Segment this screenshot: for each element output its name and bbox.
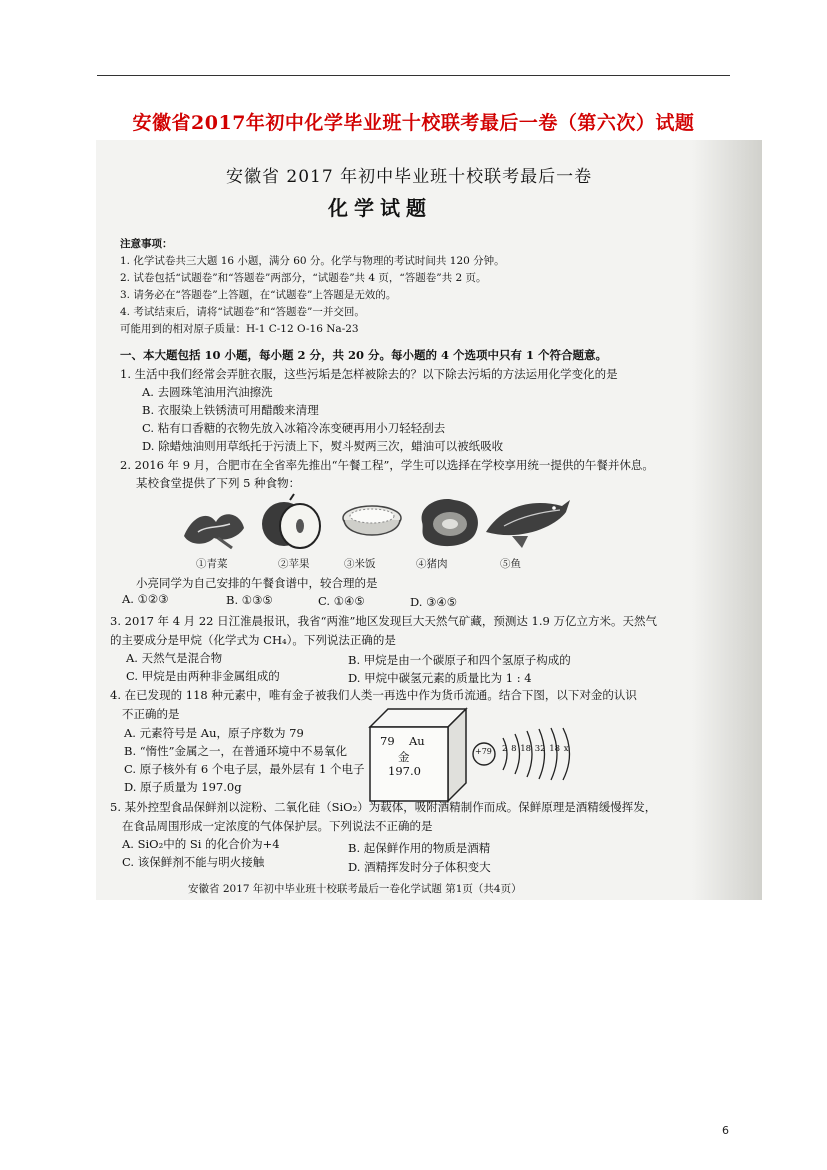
gold-atom-structure-diagram (470, 724, 584, 788)
element-mass: 197.0 (388, 764, 421, 778)
food-label-apple: ②苹果 (278, 558, 310, 570)
q2-stem-line-2: 某校食堂提供了下列 5 种食物： (136, 476, 301, 490)
q4-stem-line-1: 4. 在已发现的 118 种元素中，唯有金子被我们人类一再选中作为货币流通。结合下图，以下对金的认识 (110, 688, 637, 702)
q2-option-a: A. ①②③ (122, 592, 169, 606)
pork-image (414, 494, 484, 552)
q5-option-d: D. 酒精挥发时分子体积变大 (348, 860, 491, 874)
food-label-rice: ③米饭 (344, 558, 376, 570)
q1-option-b: B. 衣服染上铁锈渍可用醋酸来清理 (142, 403, 319, 417)
atomic-mass-note: 可能用到的相对原子质量：H-1 C-12 O-16 Na-23 (120, 323, 359, 335)
note-1: 1. 化学试卷共三大题 16 小题，满分 60 分。化学与物理的考试时间共 120 分钟。 (120, 255, 505, 267)
q5-option-a: A. SiO₂中的 Si 的化合价为+4 (122, 837, 280, 851)
q2-option-d: D. ③④⑤ (410, 595, 458, 609)
q5-option-b: B. 起保鲜作用的物质是酒精 (348, 841, 491, 855)
note-3: 3. 请务必在“答题卷”上答题，在“试题卷”上答题是无效的。 (120, 289, 397, 301)
exam-subtitle: 化学试题 (328, 196, 432, 220)
fish-image (482, 492, 572, 552)
gold-element-card (366, 707, 470, 803)
exam-page-footer: 安徽省 2017 年初中毕业班十校联考最后一卷化学试题 第1页（共4页） (188, 883, 522, 895)
q3-stem-line-1: 3. 2017 年 4 月 22 日江淮晨报讯，我省“两淮”地区发现巨大天然气矿藏，预测达 1.9 万亿立方米。天然气 (110, 614, 657, 628)
q5-stem-line-1: 5. 某外控型食品保鲜剂以淀粉、二氧化硅（SiO₂）为载体，吸附酒精制作而成。保鲜原理是酒精缓慢挥发， (110, 800, 657, 814)
q2-question: 小亮同学为自己安排的午餐食谱中，较合理的是 (136, 576, 378, 590)
section-1-heading: 一、本大题包括 10 小题，每小题 2 分，共 20 分。每小题的 4 个选项中只有 1 个符合题意。 (120, 348, 608, 362)
q4-option-c: C. 原子核外有 6 个电子层，最外层有 1 个电子 (124, 762, 365, 776)
note-2: 2. 试卷包括“试题卷”和“答题卷”两部分，“试题卷”共 4 页，“答题卷”共 2 页。 (120, 272, 487, 284)
atom-electron-shells: 2 8 18 32 18 x (502, 744, 569, 754)
q3-stem-line-2: 的主要成分是甲烷（化学式为 CH₄）。下列说法正确的是 (110, 633, 396, 647)
food-label-vegetable: ①青菜 (196, 558, 228, 570)
element-symbol: Au (409, 734, 425, 748)
page-number: 6 (722, 1124, 729, 1137)
food-label-pork: ④猪肉 (416, 558, 448, 570)
q1-stem: 1. 生活中我们经常会弄脏衣服，这些污垢是怎样被除去的？以下除去污垢的方法运用化学变化的是 (120, 367, 618, 381)
notes-heading: 注意事项： (120, 238, 173, 250)
header-rule (97, 75, 730, 76)
q1-option-c: C. 粘有口香糖的衣物先放入冰箱冷冻变硬再用小刀轻轻刮去 (142, 421, 446, 435)
q4-option-d: D. 原子质量为 197.0g (124, 780, 242, 794)
note-4: 4. 考试结束后，请将“试题卷”和“答题卷”一并交回。 (120, 306, 365, 318)
rice-bowl-image (340, 500, 404, 548)
q3-option-b: B. 甲烷是由一个碳原子和四个氢原子构成的 (348, 653, 571, 667)
document-title: 安徽省2017年初中化学毕业班十校联考最后一卷（第六次）试题 (132, 112, 695, 134)
q4-stem-line-2: 不正确的是 (122, 707, 180, 721)
q4-option-a: A. 元素符号是 Au，原子序数为 79 (124, 726, 304, 740)
q1-option-d: D. 除蜡烛油则用草纸托于污渍上下，熨斗熨两三次，蜡油可以被纸吸收 (142, 439, 504, 453)
scanned-exam-page (96, 140, 762, 900)
q1-option-a: A. 去圆珠笔油用汽油擦洗 (142, 385, 273, 399)
q3-option-c: C. 甲烷是由两种非金属组成的 (126, 669, 280, 683)
q3-option-d: D. 甲烷中碳氢元素的质量比为 1 : 4 (348, 671, 532, 685)
atom-nucleus-charge: +79 (475, 747, 492, 756)
exam-title: 安徽省 2017 年初中毕业班十校联考最后一卷 (226, 167, 593, 187)
q3-option-a: A. 天然气是混合物 (126, 651, 223, 665)
q2-option-c: C. ①④⑤ (318, 594, 365, 608)
food-label-fish: ⑤鱼 (500, 558, 521, 570)
q4-option-b: B. “惰性”金属之一，在普通环境中不易氧化 (124, 744, 348, 758)
element-atomic-number: 79 (380, 734, 395, 748)
scan-shadow (692, 140, 762, 900)
q2-stem-line-1: 2. 2016 年 9 月，合肥市在全省率先推出“午餐工程”，学生可以选择在学校享用统一提供的午餐并休息。 (120, 458, 654, 472)
q2-option-b: B. ①③⑤ (226, 593, 273, 607)
apple-image (260, 492, 324, 552)
q5-option-c: C. 该保鲜剂不能与明火接触 (122, 855, 265, 869)
vegetable-image (178, 502, 252, 552)
q5-stem-line-2: 在食品周围形成一定浓度的气体保护层。下列说法不正确的是 (122, 819, 433, 833)
element-name: 金 (398, 750, 410, 764)
